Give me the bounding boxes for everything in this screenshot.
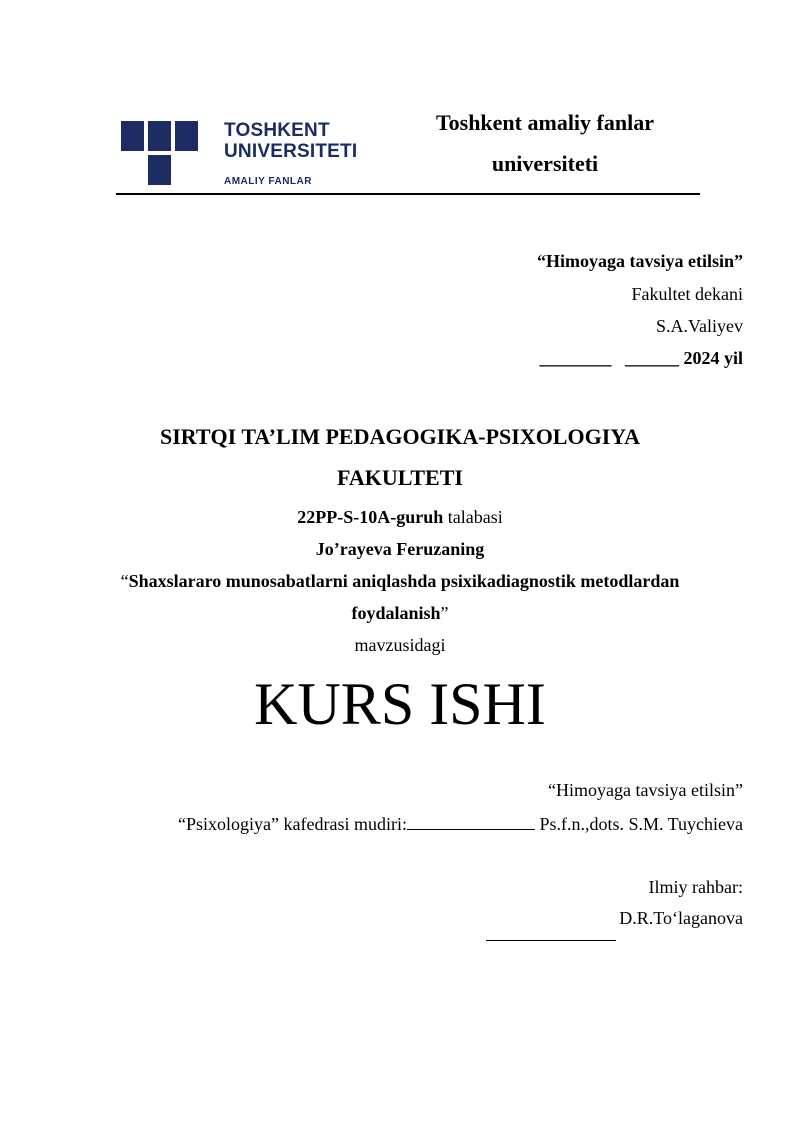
- group-code: 22PP-S-10A-guruh: [297, 507, 444, 527]
- department-head: [178, 814, 743, 835]
- student-group: [60, 507, 740, 528]
- logo-text-line3: AMALIY FANLAR: [224, 176, 312, 187]
- header-divider: [116, 193, 700, 195]
- work-type-title: KURS ISHI: [254, 671, 546, 737]
- dean-role: Fakultet dekani: [631, 284, 743, 304]
- dean-name: S.A.Valiyev: [656, 316, 743, 336]
- topic-text-2: foydalanish: [351, 603, 441, 623]
- signature-line-head: [407, 815, 535, 830]
- faculty-line2: FAKULTETI: [337, 465, 463, 490]
- group-suffix: talabasi: [443, 507, 503, 527]
- signature-line-supervisor: [486, 940, 616, 941]
- supervisor-label: Ilmiy rahbar:: [648, 877, 743, 897]
- department-head-label: “Psixologiya” kafedrasi mudiri:: [178, 814, 407, 834]
- topic-suffix: mavzusidagi: [354, 635, 446, 655]
- logo-square-4: [148, 155, 171, 185]
- date-blank-1: ________: [539, 348, 612, 368]
- student-name: Jo’rayeva Feruzaning: [315, 539, 485, 559]
- university-title-line2: universiteti: [491, 151, 599, 176]
- logo-square-1: [121, 121, 144, 151]
- faculty-line1: SIRTQI TA’LIM PEDAGOGIKA-PSIXOLOGIYA: [159, 424, 641, 449]
- topic-quote-open: “: [120, 571, 129, 591]
- date-blank-2: ______: [624, 348, 679, 368]
- supervisor-name: D.R.To‘laganova: [619, 908, 743, 928]
- topic-text-1: Shaxslararo munosabatlarni aniqlashda psixikadiagnostik metodlardan: [128, 571, 680, 591]
- logo-text-line1: TOSHKENT: [224, 120, 330, 141]
- university-title-line1: Toshkent amaliy fanlar: [435, 110, 654, 135]
- approval-year: 2024 yil: [683, 348, 743, 368]
- logo-text-line2: UNIVERSITETI: [224, 141, 358, 162]
- department-head-name: Ps.f.n.,dots. S.M. Tuychieva: [539, 814, 743, 834]
- logo-square-3: [175, 121, 198, 151]
- department-recommend: “Himoyaga tavsiya etilsin”: [548, 780, 743, 800]
- approval-date: [539, 348, 743, 369]
- topic-line2: [60, 603, 740, 624]
- topic-line1: [60, 571, 740, 592]
- logo-square-2: [148, 121, 171, 151]
- dean-recommend: “Himoyaga tavsiya etilsin”: [537, 251, 743, 271]
- university-logo: [121, 118, 361, 193]
- topic-quote-close: ”: [440, 603, 449, 623]
